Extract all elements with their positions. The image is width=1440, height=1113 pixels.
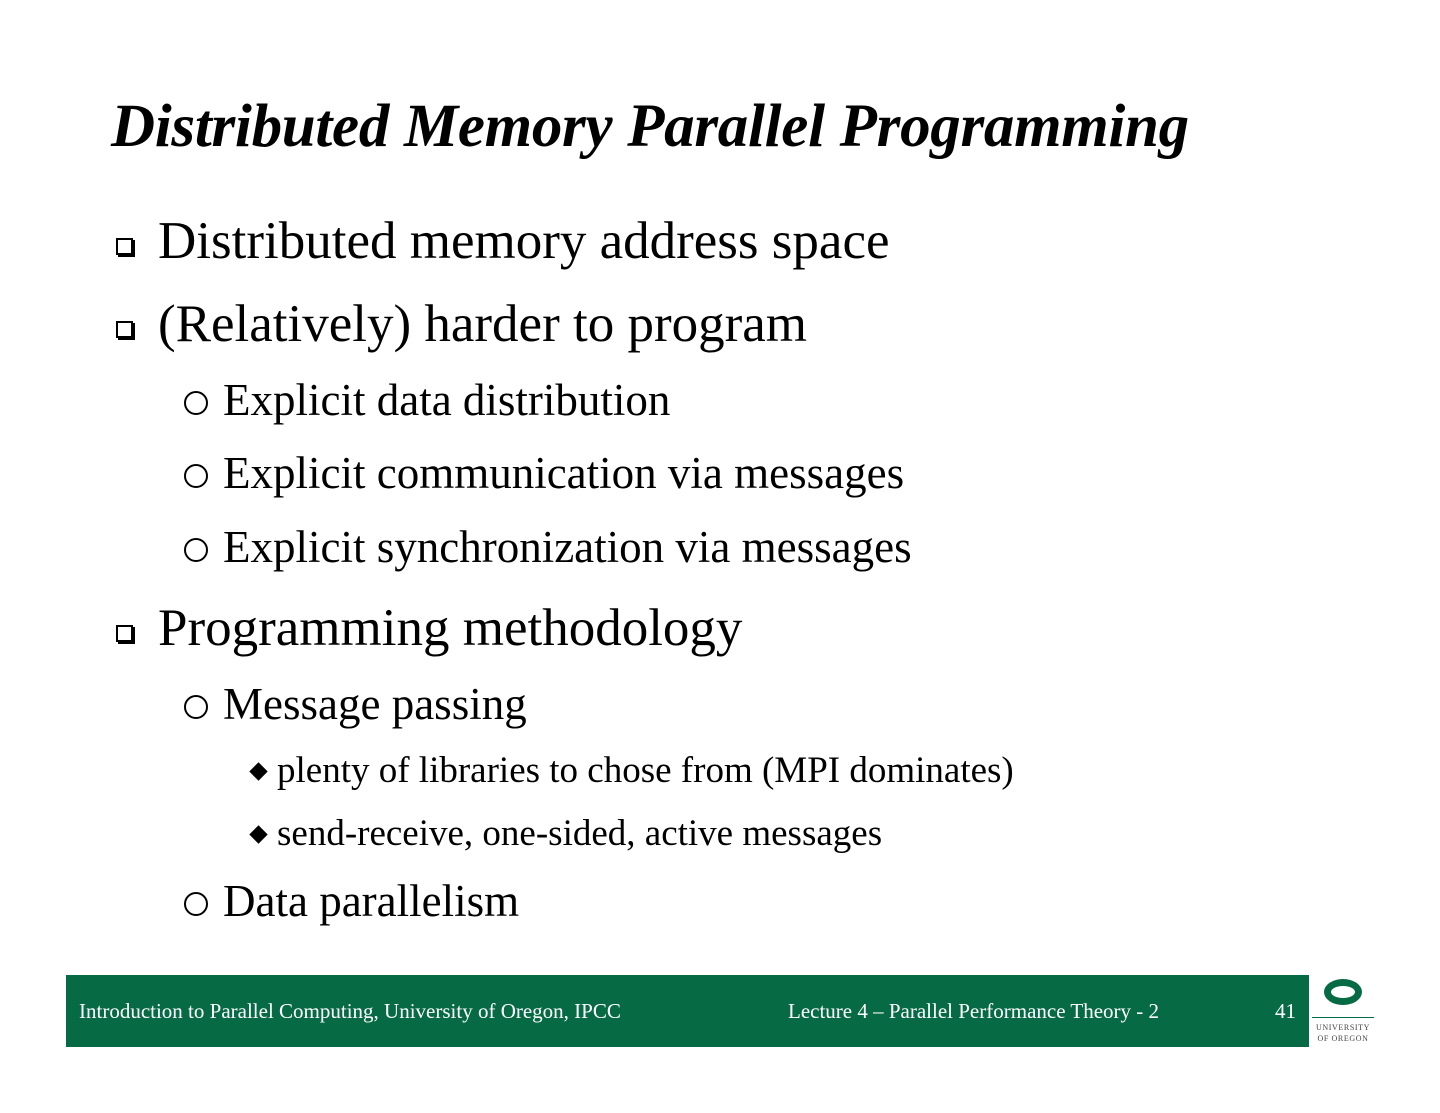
bullet-text: send-receive, one-sided, active messages [277,813,883,854]
bullet-level1 [116,212,890,270]
bullet-text: Explicit data distribution [223,375,671,425]
bullet-text: Explicit synchronization via messages [223,522,912,572]
logo-text-university: UNIVERSITY [1316,1023,1370,1032]
bullet-text: plenty of libraries to chose from (MPI dominates) [277,750,1014,791]
circle-bullet-icon [184,892,208,916]
bullet-text: Data parallelism [223,876,520,926]
oregon-o-icon [1324,979,1362,1005]
bullet-level2 [184,876,520,926]
square-bullet-icon [116,321,133,338]
bullet-level1 [116,599,743,657]
square-bullet-icon [116,625,133,642]
circle-bullet-icon [184,538,208,562]
page-number: 41 [1275,999,1296,1023]
bullet-text: Distributed memory address space [158,212,890,270]
bullet-level2 [184,448,905,498]
bullet-level3 [250,815,882,852]
bullet-text: Explicit communication via messages [223,448,905,498]
bullet-level2 [184,375,671,425]
slide-footer [66,975,1309,1047]
bullet-level1 [116,295,807,353]
logo-text-oregon: OF OREGON [1317,1034,1369,1043]
slide-title: Distributed Memory Parallel Programming [111,93,1189,160]
circle-bullet-icon [184,391,208,415]
circle-bullet-icon [184,695,208,719]
bullet-level2 [184,522,912,572]
circle-bullet-icon [184,464,208,488]
diamond-bullet-icon [249,762,267,780]
logo-divider [1312,1017,1374,1018]
footer-course: Introduction to Parallel Computing, University of Oregon, IPCC [79,999,621,1023]
bullet-text: Programming methodology [158,599,743,657]
bullet-text: Message passing [223,679,527,729]
bullet-level2 [184,679,527,729]
square-bullet-icon [116,238,133,255]
university-logo [1310,975,1380,1047]
bullet-text: (Relatively) harder to program [158,295,807,353]
footer-lecture: Lecture 4 – Parallel Performance Theory - 2 [788,999,1160,1023]
bullet-level3 [250,752,1014,789]
diamond-bullet-icon [249,825,267,843]
